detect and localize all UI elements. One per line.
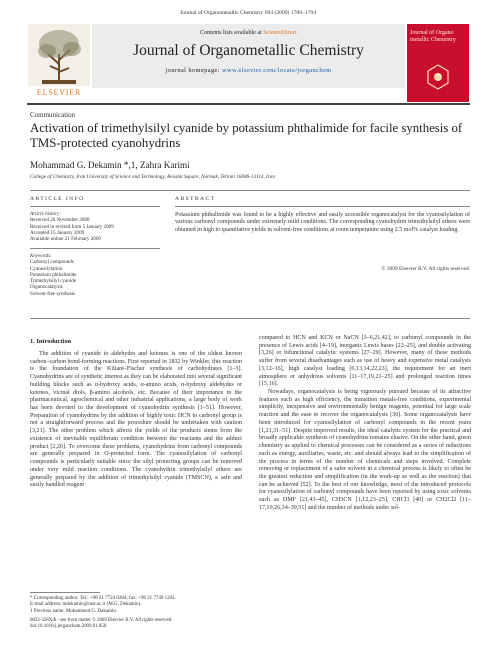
footnote: 1 Previous name: Mohammed G. Dakamin.: [30, 608, 118, 614]
journal-reference: Journal of Organometallic Chemistry 694 (2009) 1789–1794: [180, 10, 316, 16]
abstract-heading: ABSTRACT: [175, 196, 216, 202]
article-section: Communication: [30, 111, 76, 119]
keyword-item: Trimethylsilyl cyanide: [30, 278, 77, 285]
keyword-item: Solvent-free synthesis: [30, 290, 76, 297]
paragraph: compared to HCN and KCN or NaCN [3–6,21,42], to carbonyl compounds in the presence of Lewis acids [4–19], inorganic Lewis bases [22–25], and double activating [3,26] or bifunctional catalytic systems [27–29]. However, many of these methods suffer from several disadvantages such as use of heavy and expensive metal catalysts [3,12–16], high catalyst loading [6,13,14,22,23], the requirement for an inert atmosphere or anhydrous solvents [11–17,19,21–25] and prolonged reaction times [15,16].: [259, 335, 471, 388]
footnote-rule: [30, 592, 100, 593]
cover-molecule-graphic: [420, 62, 456, 92]
keywords: [30, 253, 150, 297]
journal-homepage: [92, 67, 405, 74]
elsevier-tree-logo: [28, 24, 90, 96]
history-item: Accepted 15 January 2009: [30, 229, 85, 236]
keywords-label: Keywords:: [30, 253, 52, 259]
paragraph: Nowadays, organocatalysis is being vigorously pursued because of its attractive features such as high efficiency, the transition metals-free conditions, experimental simplicity, inexpensive and environmentally benign reagents, potential for large scale reaction and the ease to recover the organocatalysts [30]. Some organocatalysts have been introduced for cyanosilylation of carbonyl compounds in the recent years [1,21,31–51]. Despite improved results, the ideal catalytic system for the practical and broadly applicable synthesis of cyanohydrins remains elusive. On the other hand, green chemistry as applied to chemical processes can be considered as a series of reductions such as energy, auxiliaries, waste, etc. and should always lead to the simplification of the process in terms of the number of chemicals and steps involved. Complete removing or replacement of a safer solvent in a chemical process is likely to often be the greatest reduction and simplification (in the work-up as well as the reaction) that can be achieved [52]. To the best of our knowledge, most of the introduced protocols for cyanosilylation of carbonyl compounds have been reported by using toxic solvents such as DMF [21,43–45], CH3CN [1,12,23–25], CHCl3 [40] or CH2Cl2 [11–17,19,26,34–39,51] and the number of methods under sol-: [259, 389, 471, 511]
authors: Mohammad G. Dekamin *,1, Zahra Karimi: [30, 160, 190, 170]
paragraph: The addition of cyanide to aldehydes and ketones is one of the oldest known carbon–carbon bond-forming reactions. First reported in 1832 by Winkler, this reaction is the foundation of the Kiliani–Fischer synthesis of carbohydrates [1–3]. Cyanohydrins are of synthetic interest as they can be elaborated into several significant building blocks such as α-hydroxy acids, α-amino acids, α-hydroxy aldehydes or ketones, vicinal diols, β-amino alcohols, etc. Because of their importance in the pharmaceutical, agrochemical and other industrial applications, a large body of work has been devoted to the development of cyanohydrin synthesis [1–51]. However, Preparation of cyanohydrins by the addition of highly toxic HCN to carbonyl group is not a straightforward process and the procedure should be undertaken with caution [3,21]. The other problem which affects the yields of the products stems from the existence of inevitable equilibrium condition between the reactants and the adduct product [2,20]. To overcome these problems, cyanohydrins from carbonyl compounds are generally prepared in O-protected form. The cyanosilylation of carbonyl compounds is particularly suitable since the silyl protecting groups can be removed under very mild reaction conditions. The cyanohydrin trimethylsilyl ethers are generally prepared by the addition of trimethylsilyl cyanide (TMSCN), a safe and easily handled reagent: [30, 351, 242, 489]
history-label: Article history:: [30, 211, 61, 217]
abstract-copyright: © 2009 Elsevier B.V. All rights reserved.: [381, 266, 470, 272]
keyword-item: Carbonyl compounds: [30, 259, 74, 266]
footnote: E-mail address: mdekamin@iust.ac.ir (M.G. Dekamin).: [30, 602, 142, 608]
contents-line: [92, 30, 405, 36]
sciencedirect-link[interactable]: ScienceDirect: [263, 30, 297, 36]
publisher-name: ELSEVIER: [36, 88, 82, 97]
article-history: [30, 211, 150, 242]
article-info-heading: ARTICLE INFO: [30, 196, 85, 202]
keyword-item: Cyanosilylation: [30, 265, 63, 272]
doi-line[interactable]: doi:10.1016/j.jorganchem.2009.01.058: [30, 624, 107, 630]
history-item: Received in revised form 5 January 2009: [30, 223, 114, 230]
history-item: Available online 21 February 2009: [30, 236, 101, 243]
keyword-item: Potassium phthalimide: [30, 271, 77, 278]
homepage-link[interactable]: www.elsevier.com/locate/jorganchem: [221, 67, 332, 74]
divider: [30, 248, 160, 249]
header-rule: [27, 103, 470, 105]
homepage-prefix: journal homepage:: [165, 67, 222, 74]
issn-doi: [30, 618, 242, 631]
abstract-text: Potassium phthalimide was found to be a highly effective and easily accessible organocatalyst for the cyanosilylation of various carbonyl compounds under extremely mild conditions. The corresponding cyanohydrin trimethylsilyl ethers were obtained in high to quantitative yields in solvent-free conditions at room temperature using 2.5 mol% catalyst loading.: [175, 212, 470, 233]
divider: [30, 318, 470, 319]
keyword-item: Organocatalysis: [30, 284, 63, 291]
contents-prefix: Contents lists available at: [200, 30, 264, 36]
journal-cover-title: Journal of Organo metallic Chemistry: [410, 30, 456, 43]
footnote: * Corresponding author. Tel.: +98 21 7724 0284; fax: +98 21 7749 1204.: [30, 596, 176, 601]
introduction-heading: 1. Introduction: [30, 338, 72, 345]
divider: [175, 206, 470, 207]
introduction-left-column: [30, 351, 242, 490]
history-item: Received 26 November 2008: [30, 217, 90, 224]
introduction-right-column: [259, 335, 471, 513]
footnotes: [30, 596, 242, 615]
divider: [30, 206, 160, 207]
issn-line: 0022-328X/$ - see front matter © 2009 Elsevier B.V. All rights reserved.: [30, 618, 173, 623]
affiliation: College of Chemistry, Iran University of Science and Technology, Resalat Square, Narmak, Tehran 16846-13114, Iran: [30, 174, 275, 180]
journal-title: Journal of Organometallic Chemistry: [133, 42, 364, 59]
paper-title: Activation of trimethylsilyl cyanide by potassium phthalimide for facile synthesis of TMS-protected cyanohydrins: [30, 121, 463, 150]
divider: [30, 190, 470, 191]
